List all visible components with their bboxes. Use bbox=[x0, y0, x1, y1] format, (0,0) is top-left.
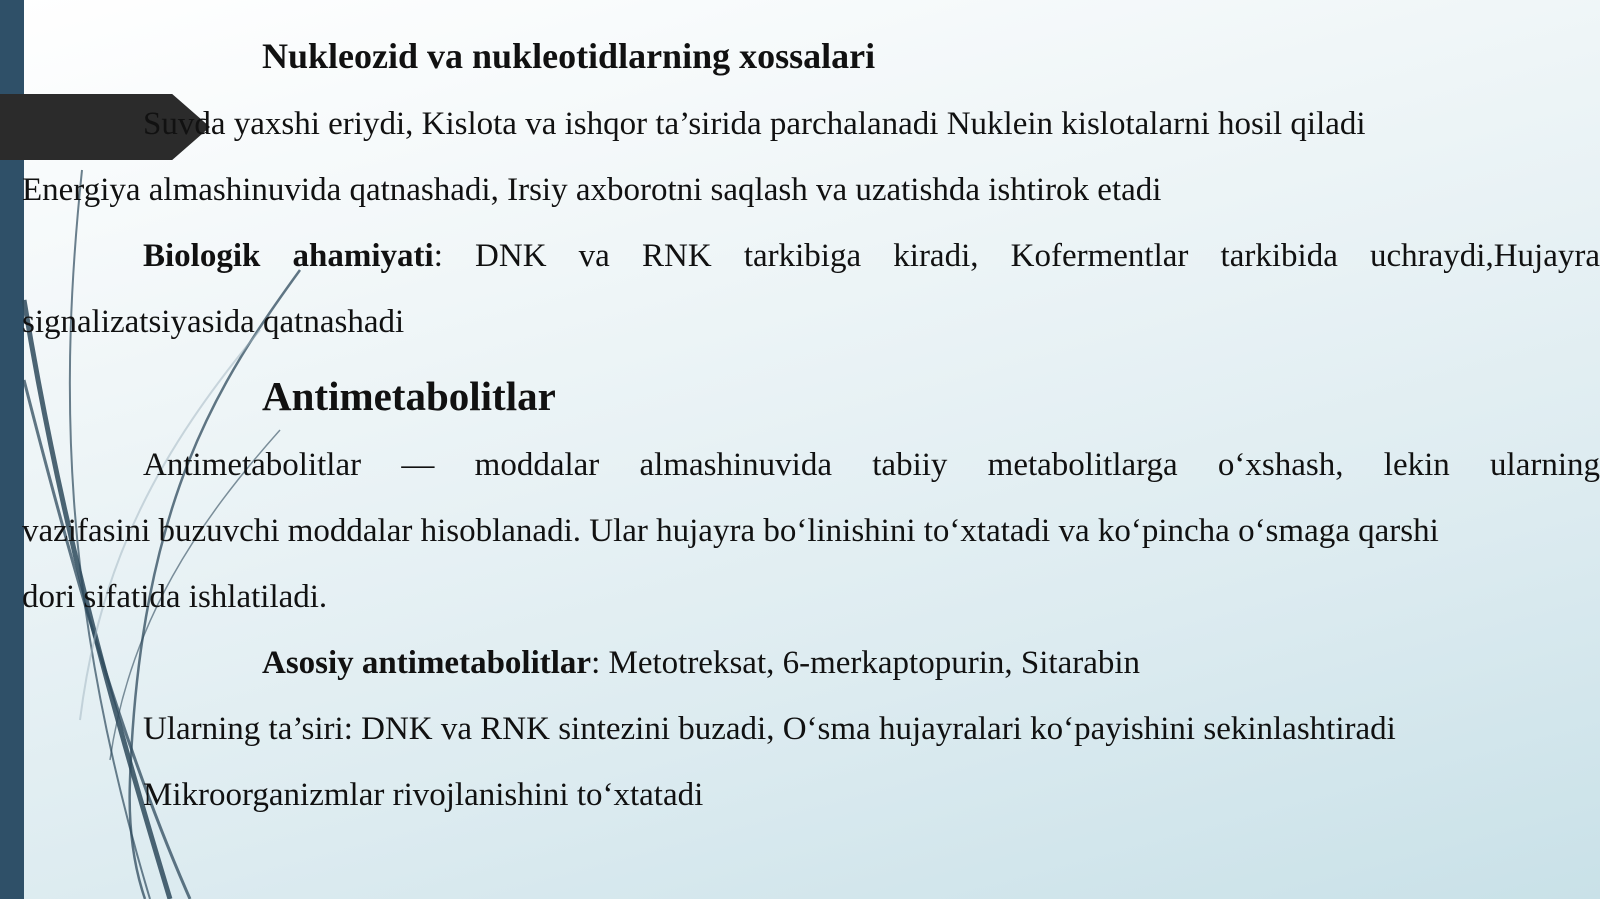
paragraph-effect-line2: Mikroorganizmlar rivojlanishini to‘xtatadi bbox=[143, 777, 704, 813]
paragraph-properties-line1: Suvda yaxshi eriydi, Kislota va ishqor ta’sirida parchalanadi Nuklein kislotalarni hosil qiladi bbox=[143, 106, 1366, 142]
paragraph-biological-line1 bbox=[143, 236, 1600, 276]
biological-label: Biologik ahamiyati bbox=[143, 238, 434, 274]
main-antimetabolites-label: Asosiy antimetabolitlar bbox=[262, 645, 592, 681]
slide-title-antimetabolitlar: Antimetabolitlar bbox=[262, 373, 556, 419]
paragraph-antimetabolites-line3: dori sifatida ishlatiladi. bbox=[22, 579, 328, 615]
biological-text: : DNK va RNK tarkibiga kiradi, Kofermentlar tarkibida uchraydi,Hujayra bbox=[433, 238, 1600, 274]
slide-title-nukleozid: Nukleozid va nukleotidlarning xossalari bbox=[262, 36, 876, 76]
paragraph-biological-line2: signalizatsiyasida qatnashadi bbox=[22, 304, 405, 340]
paragraph-effect-line1: Ularning ta’siri: DNK va RNK sintezini buzadi, O‘sma hujayralari ko‘payishini sekinlashtiradi bbox=[143, 711, 1396, 747]
main-antimetabolites-text: : Metotreksat, 6-merkaptopurin, Sitarabin bbox=[591, 645, 1141, 681]
paragraph-main-antimetabolites bbox=[262, 643, 1140, 683]
paragraph-antimetabolites-line2: vazifasini buzuvchi moddalar hisoblanadi. Ular hujayra bo‘linishini to‘xtatadi va ko‘pincha o‘smaga qarshi bbox=[22, 513, 1439, 549]
paragraph-properties-line2: Energiya almashinuvida qatnashadi, Irsiy axborotni saqlash va uzatishda ishtirok etadi bbox=[22, 172, 1162, 208]
paragraph-antimetabolites-line1: Antimetabolitlar — moddalar almashinuvida tabiiy metabolitlarga o‘xshash, lekin ularning bbox=[143, 447, 1600, 483]
